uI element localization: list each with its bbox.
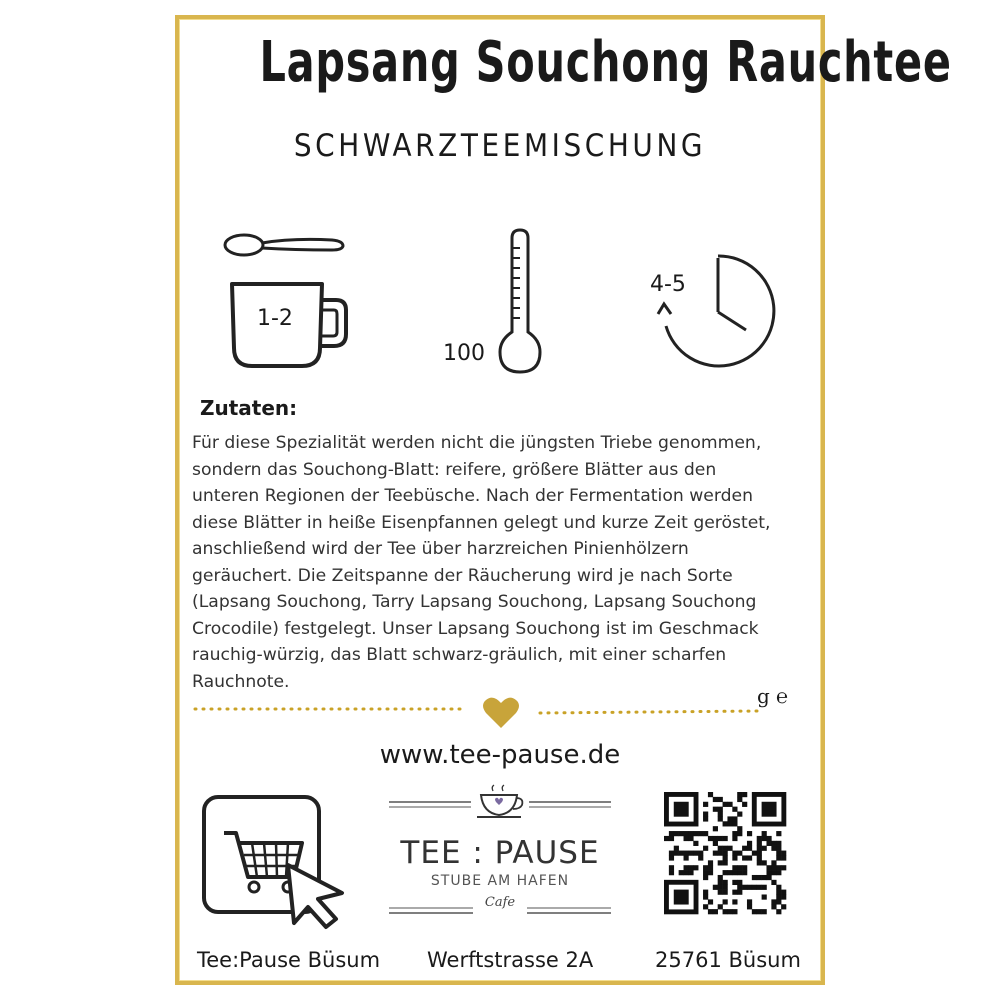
website-link[interactable]: www.tee-pause.de [379, 740, 621, 770]
product-subtitle: SCHWARZTEEMISCHUNG [293, 128, 707, 164]
qr-code-icon[interactable] [664, 792, 786, 914]
weight-label: g ℮ [757, 684, 789, 708]
footer-city: 25761 Büsum [655, 948, 801, 972]
brand-logo [385, 785, 615, 920]
ingredients-line: diese Blätter in heiße Eisenpfannen gelegt und kurze Zeit geröstet, [192, 512, 771, 533]
temperature-label: 100 [443, 341, 485, 366]
heart-icon [482, 696, 520, 730]
ingredients-heading: Zutaten: [200, 396, 298, 420]
logo-cafe: Cafe [484, 895, 516, 910]
thermometer-icon [498, 228, 542, 376]
ingredients-line: geräuchert. Die Zeitspanne der Räucherung wird je nach Sorte [192, 565, 733, 586]
spoon-icon [222, 228, 347, 262]
divider-left [195, 704, 465, 714]
clock-icon [652, 252, 780, 370]
ingredients-line: anschließend wird der Tee über harzreichen Pinienhölzern [192, 539, 689, 559]
ingredients-line: Crocodile) festgelegt. Unser Lapsang Souchong ist im Geschmack [192, 618, 759, 639]
logo-tagline: STUBE AM HAFEN [430, 873, 570, 889]
ingredients-line: sondern das Souchong-Blatt: reifere, größere Blätter aus den [192, 459, 717, 480]
ingredients-line: (Lapsang Souchong, Tarry Lapsang Souchong, Lapsang Souchong [192, 592, 757, 612]
product-title: Lapsang Souchong Rauchtee [259, 30, 952, 95]
time-label: 4-5 [650, 272, 686, 297]
ingredients-line: unteren Regionen der Teebüsche. Nach der Fermentation werden [192, 486, 753, 506]
shopping-cart-icon[interactable] [202, 795, 347, 930]
ingredients-line: Für diese Spezialität werden nicht die jüngsten Triebe genommen, [192, 433, 762, 453]
amount-label: 1-2 [257, 306, 293, 331]
ingredients-line: Rauchnote. [192, 671, 290, 692]
footer-shop-name: Tee:Pause Büsum [197, 948, 381, 972]
footer-street: Werftstrasse 2A [427, 948, 594, 972]
ingredients-text [192, 430, 812, 695]
teacup-icon [477, 785, 522, 817]
logo-name: TEE : PAUSE [400, 835, 600, 871]
divider-right [540, 708, 802, 718]
ingredients-line: rauchig-würzig, das Blatt schwarz-gräulich, mit einer scharfen [192, 645, 727, 665]
